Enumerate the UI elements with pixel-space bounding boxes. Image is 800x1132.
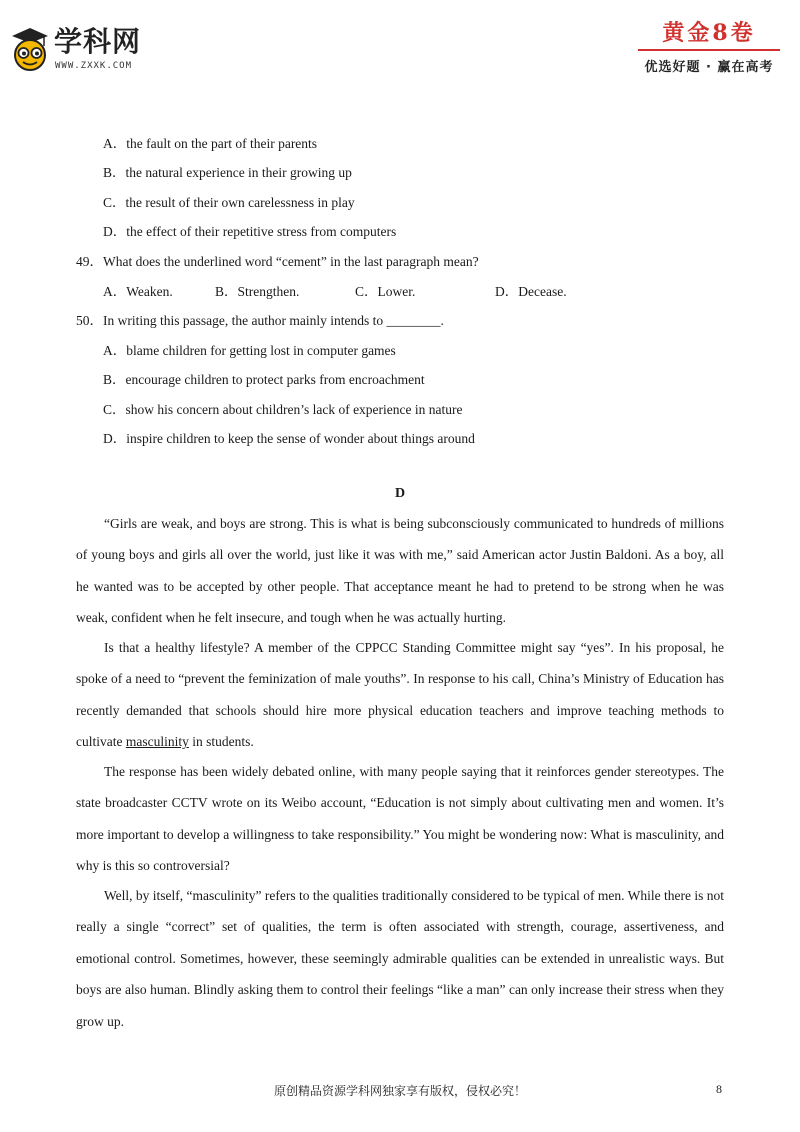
logo-text: 学科网 — [54, 25, 142, 58]
q50-stem: 50．In writing this passage, the author mainly intends to ________. — [76, 313, 444, 328]
q50-option-d: D．inspire children to keep the sense of wonder about things around — [103, 431, 475, 446]
section-title: D — [394, 486, 406, 501]
page-number: 8 — [716, 1082, 722, 1096]
q49-option-d: D．Decease. — [495, 284, 567, 299]
q49-option-b: B．Strengthen. — [215, 284, 300, 299]
logo-mascot-icon — [10, 26, 50, 72]
q50-option-c: C．show his concern about children’s lack of experience in nature — [103, 402, 463, 417]
q49-stem: 49．What does the underlined word “cement” in the last paragraph mean? — [76, 254, 479, 269]
q48-option-c: C．the result of their own carelessness in play — [103, 195, 355, 210]
q48-option-b: B．the natural experience in their growing up — [103, 165, 352, 180]
q50-option-b: B．encourage children to protect parks from encroachment — [103, 372, 425, 387]
q50-option-a: A．blame children for getting lost in computer games — [103, 343, 396, 358]
logo-url: WWW.ZXXK.COM — [55, 61, 133, 71]
underlined-word: masculinity — [125, 734, 189, 750]
brand-divider — [638, 49, 780, 51]
paragraph-2: Is that a healthy lifestyle? A member of the CPPCC Standing Committee might say “yes”. In his proposal, he spoke of a need to “prevent the feminization of male youths”. In response to his call, China’s Ministry of Education has recently demanded that schools should hire more physical education teachers and improve teaching methods to cultivate masculinity in students. — [76, 640, 724, 750]
q48-option-a: A．the fault on the part of their parents — [103, 136, 318, 151]
paragraph-3: The response has been widely debated online, with many people saying that it reinforces gender stereotypes. The state broadcaster CCTV wrote on its Weibo account, “Education is not simply about cultivating men and women. It’s more important to develop a willingness to take responsibility.” You might be wondering now: What is masculinity, and why is this so controversial? — [76, 764, 724, 874]
page-header — [0, 0, 800, 90]
paragraph-4: Well, by itself, “masculinity” refers to the qualities traditionally considered to be typical of men. While there is not really a single “correct” set of qualities, the term is often associated with strength, courage, assertiveness, and emotional control. Sometimes, however, these seemingly admirable qualities can be extended in unrealistic ways. But boys are also human. Blindly asking them to control their feelings “like a man” can only increase their stress when they grow up. — [76, 888, 724, 1029]
brand-slogan: 优选好题 · 赢在高考 — [644, 60, 774, 75]
footer-copyright: 原创精品资源学科网独家享有版权，侵权必究！ — [273, 1084, 526, 1098]
paragraph-1: “Girls are weak, and boys are strong. This is what is being subconsciously communicated to hundreds of millions of young boys and girls all over the world, just like it was with me,” said American actor Justin Baldoni. As a boy, all he wanted was to be accepted by other people. That acceptance meant he had to pretend to be strong when he was weak, confident when he felt insecure, and tough when he was actually hurting. — [76, 516, 724, 626]
q48-option-d: D．the effect of their repetitive stress from computers — [103, 224, 397, 239]
brand-title: 黄金8卷 — [662, 20, 756, 46]
q49-option-c: C．Lower. — [355, 284, 416, 299]
q49-option-a: A．Weaken. — [103, 284, 173, 299]
